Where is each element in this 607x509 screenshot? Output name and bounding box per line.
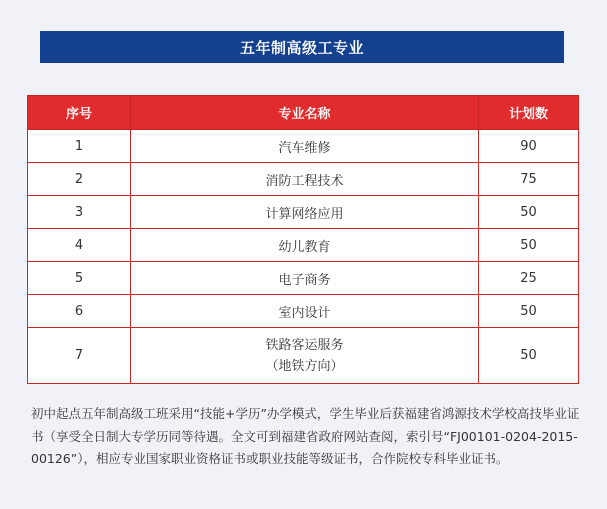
plan-count: 90: [479, 130, 579, 163]
column-header-count: 计划数: [479, 96, 579, 130]
major-name: 幼儿教育: [131, 229, 479, 262]
table-row: [28, 196, 579, 229]
major-name: 电子商务: [131, 262, 479, 295]
major-name-cell: [131, 328, 479, 384]
major-direction: （地铁方向）: [265, 358, 344, 374]
section-title: 五年制高级工专业: [40, 31, 564, 63]
row-number: 5: [28, 262, 131, 295]
major-name: 室内设计: [131, 295, 479, 328]
column-header-major: 专业名称: [131, 96, 479, 130]
table-row: [28, 163, 579, 196]
table-header-row: [28, 96, 579, 130]
row-number: 3: [28, 196, 131, 229]
major-name: 消防工程技术: [131, 163, 479, 196]
plan-count: 75: [479, 163, 579, 196]
plan-count: 50: [479, 196, 579, 229]
row-number: 1: [28, 130, 131, 163]
row-number: 2: [28, 163, 131, 196]
plan-count: 50: [479, 229, 579, 262]
table-row: [28, 229, 579, 262]
majors-table: [27, 95, 579, 384]
column-header-no: 序号: [28, 96, 131, 130]
row-number: 7: [28, 328, 131, 384]
major-name: 计算网络应用: [131, 196, 479, 229]
plan-count: 50: [479, 295, 579, 328]
row-number: 6: [28, 295, 131, 328]
table-row: [28, 130, 579, 163]
plan-count: 25: [479, 262, 579, 295]
major-name: 铁路客运服务: [265, 337, 344, 353]
plan-count: 50: [479, 328, 579, 384]
row-number: 4: [28, 229, 131, 262]
table-row: [28, 328, 579, 384]
table-row: [28, 295, 579, 328]
table-row: [28, 262, 579, 295]
major-name: 汽车维修: [131, 130, 479, 163]
description-note: 初中起点五年制高级工班采用“技能+学历”办学模式，学生毕业后获福建省鸿源技术学校高技毕业证书（享受全日制大专学历同等待遇。全文可到福建省政府网站查阅，索引号“FJ00101-0204-2015-00126”），相应专业国家职业资格证书或职业技能等级证书，合作院校专科毕业证书。: [31, 406, 580, 466]
